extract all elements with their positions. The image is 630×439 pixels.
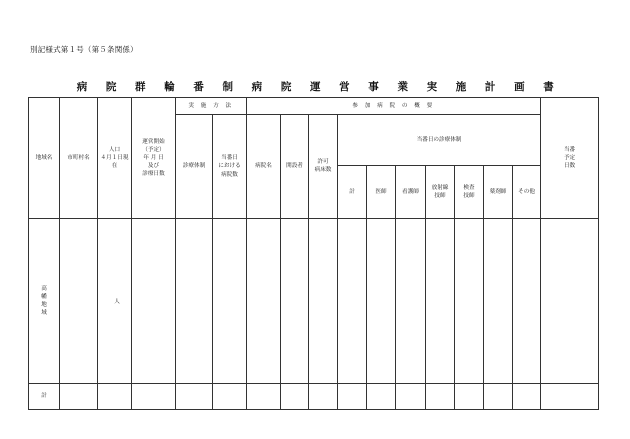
header-municipality: 市町村名 (60, 98, 98, 219)
header-participants-group: 参 加 病 院 の 概 要 (247, 98, 541, 115)
region-name: 高 幡 地 域 (29, 218, 60, 383)
cell-care-system (176, 218, 213, 383)
header-duty-staff-group: 当番日の診療体制 (338, 115, 541, 166)
cell-duty-day-hospitals (213, 218, 247, 383)
total-doctor (367, 383, 396, 409)
form-code: 別記様式第１号（第５条関係） (30, 45, 138, 54)
cell-municipality (60, 218, 98, 383)
total-start-date (132, 383, 176, 409)
total-total (338, 383, 367, 409)
cell-nurse (396, 218, 426, 383)
population-unit: 人 (98, 218, 132, 383)
plan-table (28, 97, 599, 410)
total-pharmacist (484, 383, 513, 409)
total-duty-day-hospitals (213, 383, 247, 409)
cell-doctor (367, 218, 396, 383)
header-region: 地域名 (29, 98, 60, 219)
header-care-system: 診療体制 (176, 115, 213, 219)
header-other: その他 (513, 165, 541, 218)
cell-pharmacist (484, 218, 513, 383)
cell-permitted-beds (309, 218, 338, 383)
total-row (29, 383, 599, 409)
total-care-system (176, 383, 213, 409)
cell-lab-tech (455, 218, 484, 383)
total-lab-tech (455, 383, 484, 409)
total-label: 計 (29, 383, 60, 409)
header-total: 計 (338, 165, 367, 218)
total-founder (281, 383, 309, 409)
total-other (513, 383, 541, 409)
cell-hospital-name (247, 218, 281, 383)
header-permitted-beds: 許可 病床数 (309, 115, 338, 219)
header-nurse: 看護師 (396, 165, 426, 218)
header-radiology-tech: 放射線 技師 (426, 165, 455, 218)
total-municipality (60, 383, 98, 409)
total-planned-duty-days (541, 383, 599, 409)
total-hospital-name (247, 383, 281, 409)
header-planned-duty-days: 当番 予定 日数 (541, 98, 599, 219)
cell-founder (281, 218, 309, 383)
cell-total (338, 218, 367, 383)
total-radiology-tech (426, 383, 455, 409)
header-pharmacist: 薬剤師 (484, 165, 513, 218)
document-title: 病 院 群 輪 番 制 病 院 運 営 事 業 実 施 計 画 書 (76, 81, 562, 93)
total-population (98, 383, 132, 409)
cell-radiology-tech (426, 218, 455, 383)
header-duty-day-hospitals: 当番日 における 病院数 (213, 115, 247, 219)
total-permitted-beds (309, 383, 338, 409)
cell-planned-duty-days (541, 218, 599, 383)
body-row (29, 218, 599, 383)
header-lab-tech: 検査 技師 (455, 165, 484, 218)
header-founder: 開設者 (281, 115, 309, 219)
header-hospital-name: 病院名 (247, 115, 281, 219)
cell-other (513, 218, 541, 383)
header-population: 人口 ４月１日現在 (98, 98, 132, 219)
header-doctor: 医師 (367, 165, 396, 218)
header-start-date: 運営開始 （予定） 年 月 日 及び 診療日数 (132, 98, 176, 219)
header-method-group: 実 施 方 法 (176, 98, 247, 115)
cell-start-date (132, 218, 176, 383)
total-nurse (396, 383, 426, 409)
